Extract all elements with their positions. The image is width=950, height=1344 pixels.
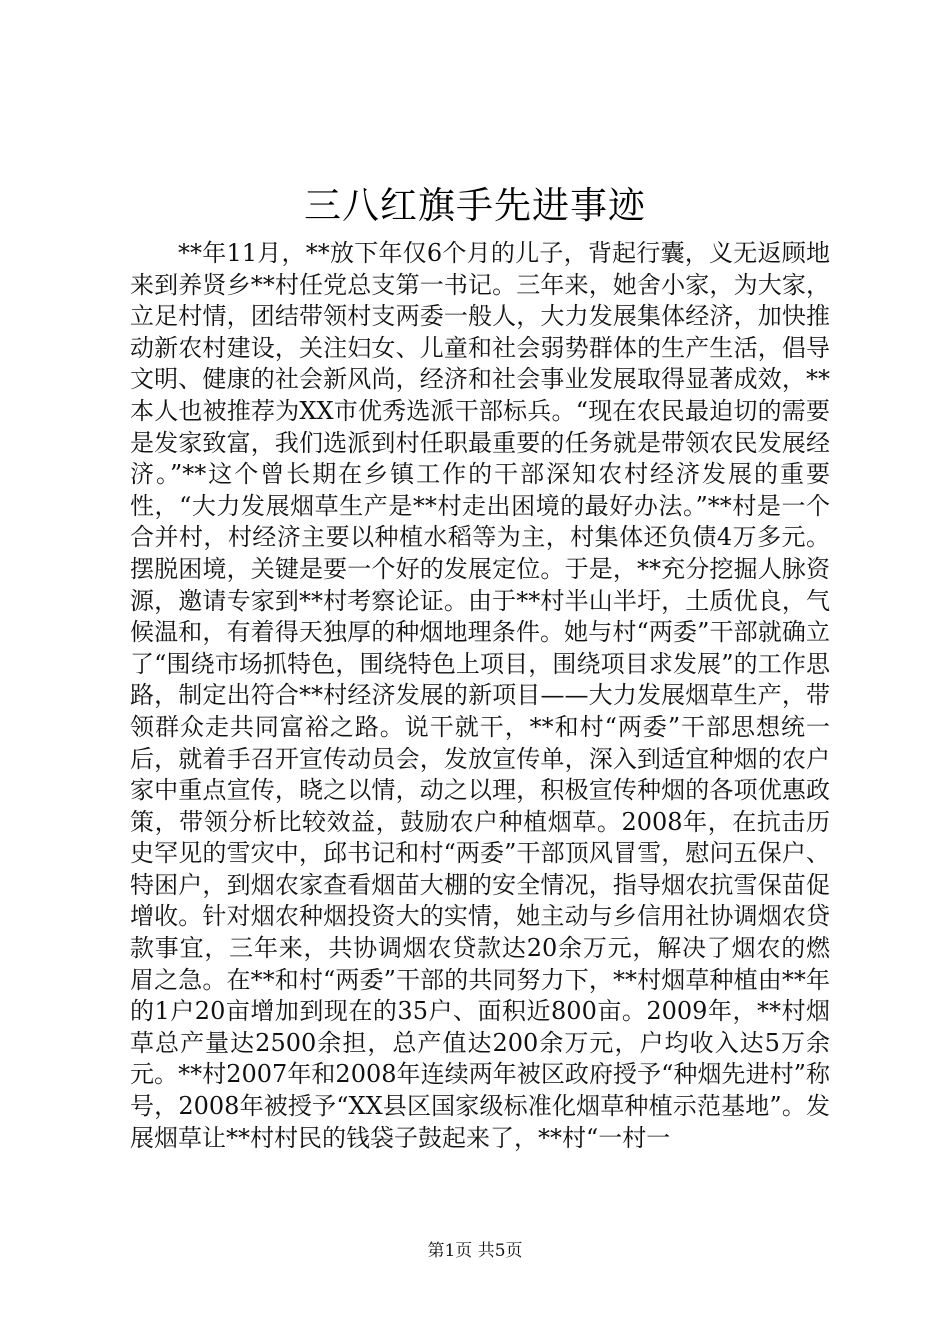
page-number-footer: 第1页 共5页 — [427, 1241, 523, 1261]
document-body — [130, 238, 830, 1154]
document-title: 三八红旗手先进事迹 — [304, 184, 646, 227]
body-paragraph: **年11月，**放下年仅6个月的儿子，背起行囊，义无返顾地来到养贤乡**村任党总支第一书记。三年来，她舍小家，为大家，立足村情，团结带领村支两委一般人，大力发展集体经济，加快推动新农村建设，关注妇女、儿童和社会弱势群体的生产生活，倡导文明、健康的社会新风尚，经济和社会事业发展取得显著成效，**本人也被推荐为XX市优秀选派干部标兵。“现在农民最迫切的需要是发家致富，我们选派到村任职最重要的任务就是带领农民发展经济。”**这个曾长期在乡镇工作的干部深知农村经济发展的重要性，“大力发展烟草生产是**村走出困境的最好办法。”**村是一个合并村，村经济主要以种植水稻等为主，村集体还负债4万多元。摆脱困境，关键是要一个好的发展定位。于是，**充分挖掘人脉资源，邀请专家到**村考察论证。由于**村半山半圩，土质优良，气候温和，有着得天独厚的种烟地理条件。她与村“两委”干部就确立了“围绕市场抓特色，围绕特色上项目，围绕项目求发展”的工作思路，制定出符合**村经济发展的新项目——大力发展烟草生产，带领群众走共同富裕之路。说干就干，**和村“两委”干部思想统一后，就着手召开宣传动员会，发放宣传单，深入到适宜种烟的农户家中重点宣传，晓之以情，动之以理，积极宣传种烟的各项优惠政策，带领分析比较效益，鼓励农户种植烟草。2008年，在抗击历史罕见的雪灾中，邱书记和村“两委”干部顶风冒雪，慰问五保户、特困户，到烟农家查看烟苗大棚的安全情况，指导烟农抗雪保苗促增收。针对烟农种烟投资大的实情，她主动与乡信用社协调烟农贷款事宜，三年来，共协调烟农贷款达20余万元，解决了烟农的燃眉之急。在**和村“两委”干部的共同努力下，**村烟草种植由**年的1户20亩增加到现在的35户、面积近800亩。2009年，**村烟草总产量达2500余担，总产值达200余万元，户均收入达5万余元。**村2007年和2008年连续两年被区政府授予“种烟先进村”称号，2008年被授予“XX县区国家级标准化烟草种植示范基地”。发展烟草让**村村民的钱袋子鼓起来了，**村“一村一 — [130, 239, 830, 1152]
